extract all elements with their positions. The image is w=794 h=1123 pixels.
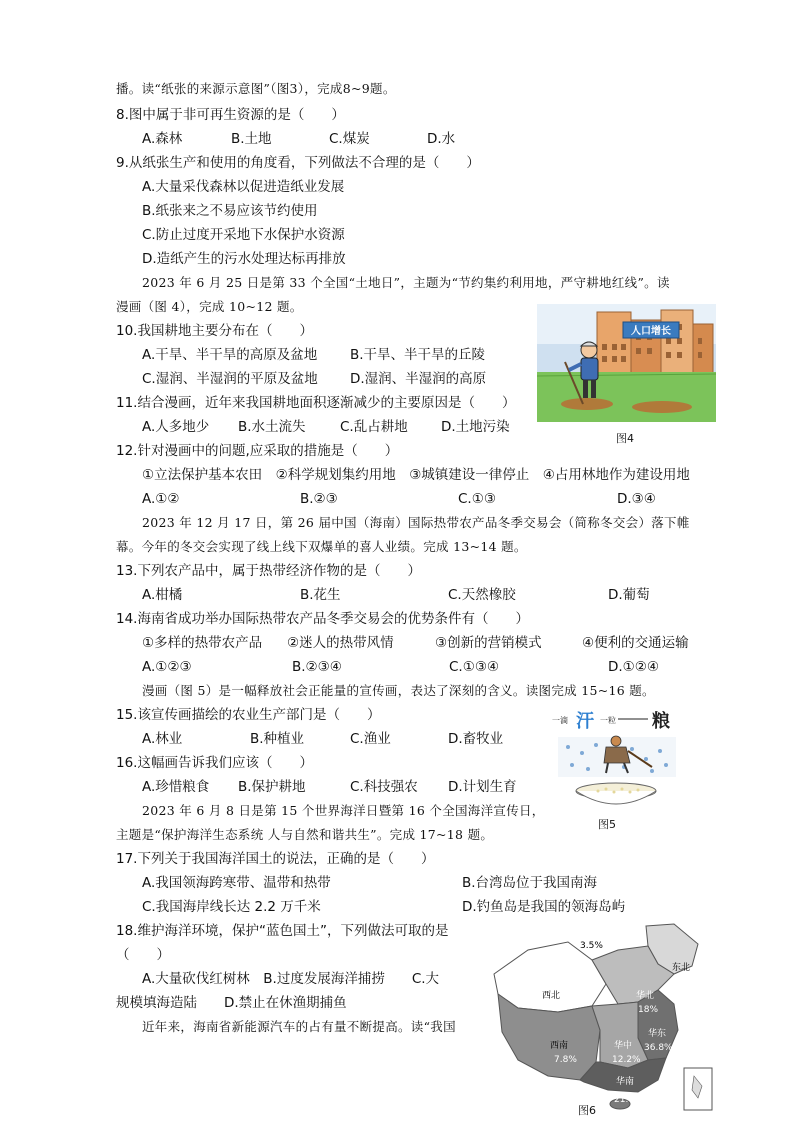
map-label-northwest: 西北 — [542, 991, 561, 1001]
figure-6-china-map — [488, 920, 716, 1115]
poster-title-left: 一滴 — [552, 716, 568, 725]
question-16-stem: 16.这幅画告诉我们应该（ ） — [116, 755, 313, 771]
map-value-northwest: 3.5% — [580, 941, 603, 951]
q8-option-a: A.森林 — [142, 131, 183, 147]
q12-option-a: A.①② — [142, 491, 180, 507]
intro-land-line1: 2023 年 6 月 25 日是第 33 个全国“土地日”，主题为“节约集约利用地，严守耕地红线”。读 — [142, 275, 670, 290]
q15-option-c: C.渔业 — [350, 731, 391, 747]
q14-option-b: B.②③④ — [292, 659, 342, 675]
figure-4-caption: 图4 — [616, 432, 634, 445]
poster-title-mid: 一粒 — [600, 716, 616, 725]
question-15-stem: 15.该宣传画描绘的农业生产部门是（ ） — [116, 707, 381, 723]
q11-option-b: B.水土流失 — [238, 419, 306, 435]
map-label-north-china: 华北 — [636, 991, 655, 1001]
question-12-stem: 12.针对漫画中的问题,应采取的措施是（ ） — [116, 443, 399, 459]
q17-option-d: D.钓鱼岛是我国的领海岛屿 — [462, 899, 626, 915]
poster-title-grain: 粮 — [652, 711, 670, 732]
q8-option-b: B.土地 — [231, 131, 272, 147]
q14-option-c: C.①③④ — [449, 659, 500, 675]
figure-4-cartoon — [537, 304, 716, 422]
map-label-south-china: 华南 — [616, 1077, 635, 1087]
q15-option-a: A.林业 — [142, 731, 183, 747]
question-18-stem-paren: （ ） — [116, 947, 170, 963]
question-10-stem: 10.我国耕地主要分布在（ ） — [116, 323, 313, 339]
map-label-southwest: 西南 — [550, 1041, 569, 1051]
q8-option-c: C.煤炭 — [329, 131, 370, 147]
q16-option-d: D.计划生育 — [448, 779, 517, 795]
population-sign-text: 人口增长 — [631, 326, 671, 337]
intro-poster: 漫画（图 5）是一幅释放社会正能量的宣传画，表达了深刻的含义。读图完成 15~16 题。 — [142, 683, 655, 698]
question-14-stem: 14.海南省成功举办国际热带农产品冬季交易会的优势条件有（ ） — [116, 611, 529, 627]
question-17-stem: 17.下列关于我国海洋国土的说法，正确的是（ ） — [116, 851, 435, 867]
q14-option-d: D.①②④ — [608, 659, 659, 675]
intro-ocean-line2: 主题是“保护海洋生态系统 人与自然和谐共生”。完成 17~18 题。 — [116, 827, 494, 842]
q9-option-b: B.纸张来之不易应该节约使用 — [142, 203, 318, 219]
q14-item-3: ③创新的营销模式 — [435, 635, 542, 651]
q13-option-b: B.花生 — [300, 587, 341, 603]
q11-option-a: A.人多地少 — [142, 419, 210, 435]
q12-option-d: D.③④ — [617, 491, 656, 507]
question-13-stem: 13.下列农产品中，属于热带经济作物的是（ ） — [116, 563, 421, 579]
intro-expo-line1: 2023 年 12 月 17 日，第 26 届中国（海南）国际热带农产品冬季交易会（简称冬交会）落下帷 — [142, 515, 690, 530]
map-value-north-china: 18% — [638, 1005, 659, 1015]
intro-land-line2: 漫画（图 4），完成 10~12 题。 — [116, 299, 303, 314]
figure-5-caption: 图5 — [598, 818, 616, 831]
map-value-central-china: 12.2% — [612, 1055, 641, 1065]
q14-item-2: ②迷人的热带风情 — [287, 635, 394, 651]
q9-option-c: C.防止过度开采地下水保护水资源 — [142, 227, 345, 243]
q15-option-d: D.畜牧业 — [448, 731, 504, 747]
intro-ev: 近年来，海南省新能源汽车的占有量不断提高。读“我国 — [142, 1019, 456, 1034]
q11-option-c: C.乱占耕地 — [340, 419, 408, 435]
q13-option-c: C.天然橡胶 — [448, 587, 516, 603]
map-value-east-china: 36.8% — [644, 1043, 673, 1053]
poster-title-sweat: 汗 — [576, 711, 594, 732]
q16-option-a: A.珍惜粮食 — [142, 779, 210, 795]
figure-5-poster — [548, 707, 686, 813]
q17-option-a: A.我国领海跨寒带、温带和热带 — [142, 875, 331, 891]
question-9-stem: 9.从纸张生产和使用的角度看，下列做法不合理的是（ ） — [116, 155, 480, 171]
q8-option-d: D.水 — [427, 131, 456, 147]
q16-option-b: B.保护耕地 — [238, 779, 306, 795]
q12-items: ①立法保护基本农田 ②科学规划集约用地 ③城镇建设一律停止 ④占用林地作为建设用地 — [142, 467, 690, 483]
question-8-stem: 8.图中属于非可再生资源的是（ ） — [116, 107, 345, 123]
q10-option-b: B.干旱、半干旱的丘陵 — [350, 347, 486, 363]
q18-options-line2: 规模填海造陆 D.禁止在休渔期捕鱼 — [116, 995, 347, 1011]
q14-item-1: ①多样的热带农产品 — [142, 635, 263, 651]
map-label-east-china: 华东 — [648, 1029, 667, 1039]
intro-text: 播。读“纸张的来源示意图”（图3），完成8~9题。 — [116, 81, 396, 96]
figure-6-caption: 图6 — [578, 1104, 596, 1117]
question-18-stem: 18.维护海洋环境，保护“蓝色国土”，下列做法可取的是 — [116, 923, 449, 939]
map-value-southwest: 7.8% — [554, 1055, 577, 1065]
q12-option-b: B.②③ — [300, 491, 338, 507]
q17-option-b: B.台湾岛位于我国南海 — [462, 875, 598, 891]
q12-option-c: C.①③ — [458, 491, 496, 507]
map-value-south-china: 21.6% — [614, 1095, 643, 1105]
map-label-northeast: 东北 — [672, 963, 691, 973]
q9-option-d: D.造纸产生的污水处理达标再排放 — [142, 251, 346, 267]
q14-option-a: A.①②③ — [142, 659, 192, 675]
q13-option-a: A.柑橘 — [142, 587, 183, 603]
q9-option-a: A.大量采伐森林以促进造纸业发展 — [142, 179, 345, 195]
q10-option-c: C.湿润、半湿润的平原及盆地 — [142, 371, 318, 387]
q15-option-b: B.种植业 — [250, 731, 305, 747]
q18-options-line1: A.大量砍伐红树林 B.过度发展海洋捕捞 C.大 — [142, 971, 440, 987]
question-11-stem: 11.结合漫画，近年来我国耕地面积逐渐减少的主要原因是（ ） — [116, 395, 516, 411]
intro-expo-line2: 幕。今年的冬交会实现了线上线下双爆单的喜人业绩。完成 13~14 题。 — [116, 539, 527, 554]
q16-option-c: C.科技强农 — [350, 779, 418, 795]
q11-option-d: D.土地污染 — [441, 419, 510, 435]
intro-ocean-line1: 2023 年 6 月 8 日是第 15 个世界海洋日暨第 16 个全国海洋宣传日， — [142, 803, 545, 818]
map-label-central-china: 华中 — [614, 1041, 633, 1051]
q10-option-d: D.湿润、半湿润的高原 — [350, 371, 487, 387]
q17-option-c: C.我国海岸线长达 2.2 万千米 — [142, 899, 321, 915]
q14-item-4: ④便利的交通运输 — [582, 635, 689, 651]
q13-option-d: D.葡萄 — [608, 587, 650, 603]
q10-option-a: A.干旱、半干旱的高原及盆地 — [142, 347, 318, 363]
